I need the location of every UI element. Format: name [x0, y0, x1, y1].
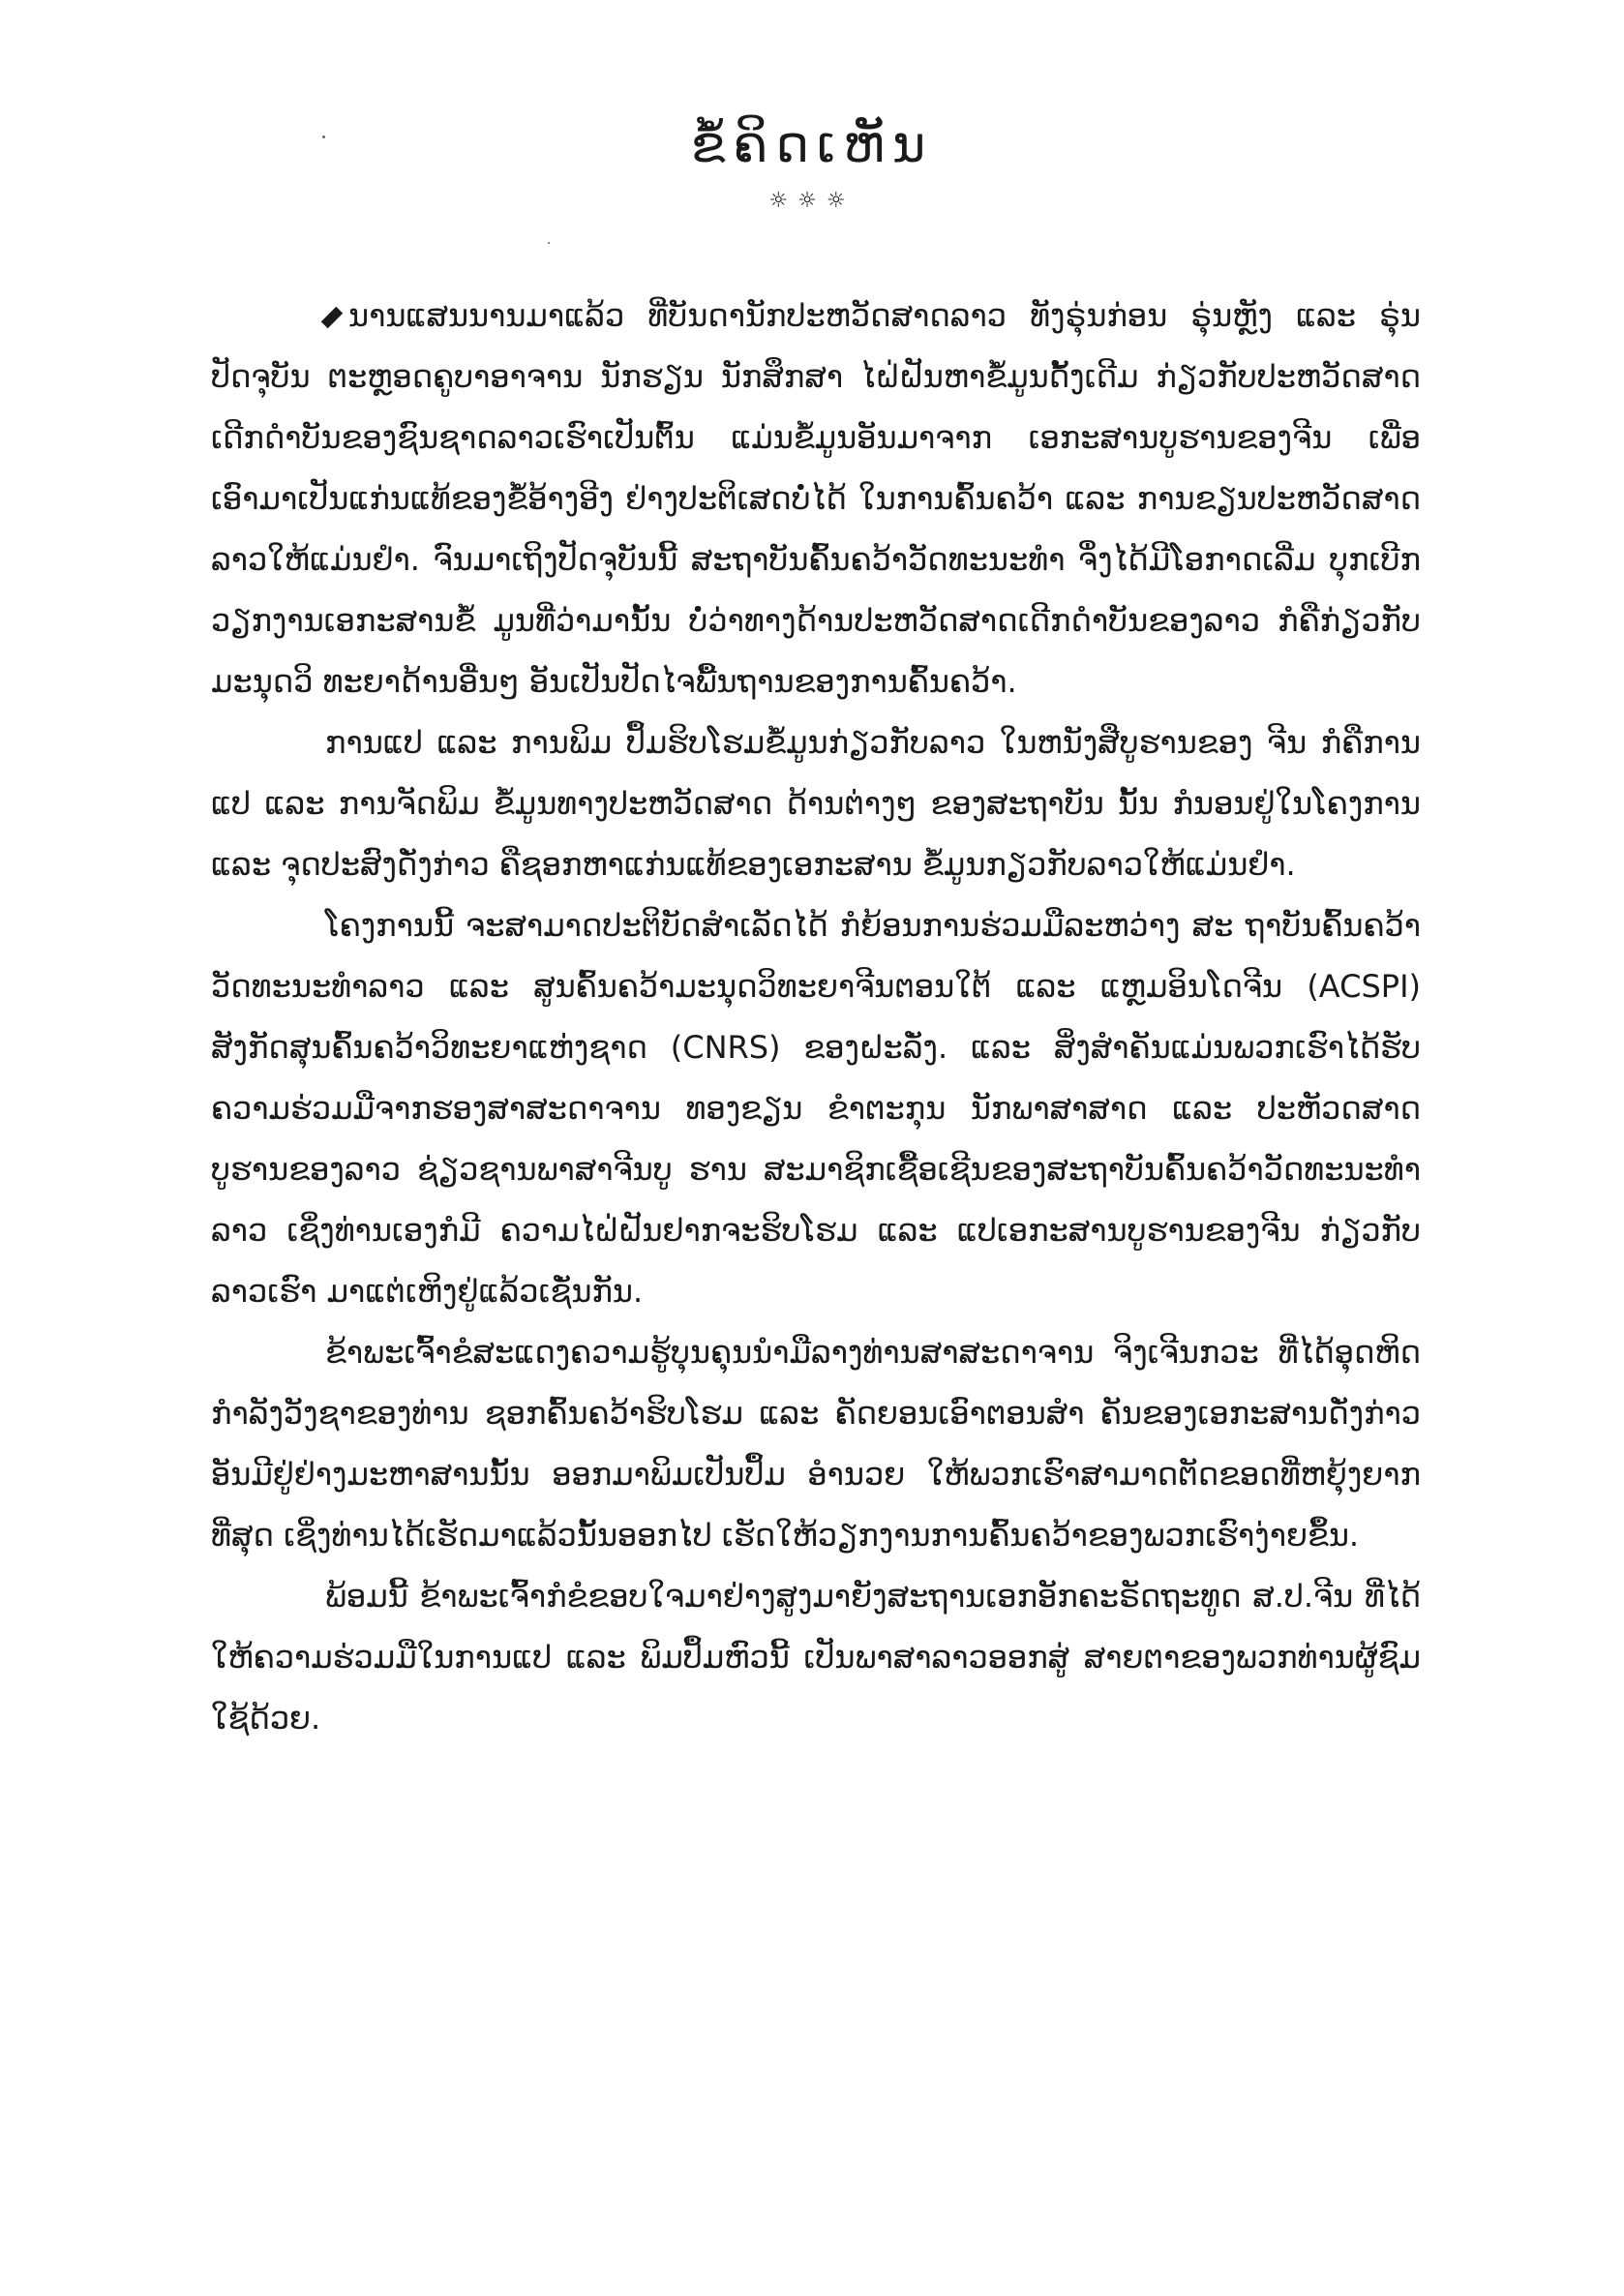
page-title: ຂໍ້ຄິດເຫັນ [690, 116, 934, 174]
scan-speck [548, 242, 550, 244]
bullet-icon [321, 307, 343, 328]
title-ornament: ☼☼☼ [768, 189, 856, 213]
paragraph-1: ນານແສນນານມາແລ້ວ ທີ່ບັນດານັກປະຫວັດສາດລາວ ທັງຣຸ່ນກ່ອນ ຣຸ່ນຫຼັງ ແລະ ຣຸ່ນປັດຈຸບັນ ຕະຫຼອດຄູບາອາຈານ ນັກຮຽນ ນັກສຶກສາ ໄຝ່ຝັນຫາຂໍ້ມູນດັ້ງເດີມ ກ່ຽວກັບປະຫວັດສາດເດີກດຳບັນຂອງຊົນຊາດລາວເຮົາເປັນຕົ້ນ ແມ່ນຂໍ້ມູນອັນມາຈາກ ເອກະສານບູຮານຂອງຈີນ ເພື່ອເອົາມາເປັນແກ່ນແທ້ຂອງຂໍ້ອ້າງອີງ ຢ່າງປະຕິເສດບໍ່ໄດ້ ໃນການຄົ້ນຄວ້າ ແລະ ການຂຽນປະຫວັດສາດລາວໃຫ້ແມ່ນຢຳ. ຈົນມາເຖິງປັດຈຸບັນນີ້ ສະຖາບັນຄົ້ນຄວ້າວັດທະນະທຳ ຈຶ່ງໄດ້ມີໂອກາດເລີ່ມ ບຸກເບີກວຽກງານເອກະສານຂໍ້ ມູນທີ່ວ່າມານັ້ນ ບໍ່ວ່າທາງດ້ານປະຫວັດສາດເດີກດຳບັນຂອງລາວ ກໍຄືກ່ຽວກັບ ມະນຸດວິ ທະຍາດ້ານອື່ນໆ ອັນເປັນປັດໄຈພື້ນຖານຂອງການຄົ້ນຄວ້າ. [211, 297, 1421, 700]
scan-speck [322, 136, 325, 138]
paragraph-2: ການແປ ແລະ ການພິມ ປຶ້ມຮິບໂຮມຂໍ້ມູນກ່ຽວກັບລາວ ໃນຫນັງສືບູຮານຂອງ ຈີນ ກໍຄືການແປ ແລະ ການຈັດພິມ ຂໍ້ມູນທາງປະຫວັດສາດ ດ້ານຕ່າງໆ ຂອງສະຖາບັນ ນັ້ນ ກໍນອນຢູ່ໃນໂຄງການ ແລະ ຈຸດປະສົງດັ່ງກ່າວ ຄືຊອກຫາແກ່ນແທ້ຂອງເອກະສານ ຂໍ້ມູນກຽວກັບລາວໃຫ້ແມ່ນຢຳ. [211, 724, 1421, 883]
paragraph-5: ພ້ອມນີ້ ຂ້າພະເຈົ້າກໍຂໍຂອບໃຈມາຢ່າງສູງມາຍັງສະຖານເອກອັກຄະຣັດຖະທູດ ສ.ປ.ຈີນ ທີ່ໄດ້ໃຫ້ຄວາມຮ່ວມມືໃນການແປ ແລະ ພິມປຶ້ມຫົວນີ້ ເປັນພາສາລາວອອກສູ່ ສາຍຕາຂອງພວກທ່ານຜູ້ຊົມໃຊ້ດ້ວຍ. [211, 1578, 1421, 1737]
paragraph-4: ຂ້າພະເຈົ້າຂໍສະແດງຄວາມຮູ້ບຸນຄຸນນຳມືລາງທ່ານສາສະດາຈານ ຈິງເຈີນກວະ ທີ່ໄດ້ອຸດຫິດກຳລັງວັງຊາຂອງທ່ານ ຊອກຄົ້ນຄວ້າຮິບໂຮມ ແລະ ຄັດຍອນເອົາຕອນສຳ ຄັນຂອງເອກະສານດັ່ງກ່າວ ອັນມີຢູ່ຢ່າງມະຫາສານນັ້ນ ອອກມາພິມເປັນປຶ້ມ ອຳນວຍ ໃຫ້ພວກເຮົາສາມາດຕັດຂອດທີ່ຫຍຸ້ງຍາກທີ່ສຸດ ເຊິ່ງທ່ານໄດ້ເຮັດມາແລ້ວນັ້ນອອກໄປ ເຮັດໃຫ້ວຽກງານການຄົ້ນຄວ້າຂອງພວກເຮົາງ່າຍຂຶ້ນ. [211, 1334, 1421, 1554]
paragraph-3: ໂຄງການນີ້ ຈະສາມາດປະຕິບັດສຳເລັດໄດ້ ກໍຍ້ອນການຮ່ວມມືລະຫວ່າງ ສະ ຖາບັນຄົ້ນຄວ້າວັດທະນະທຳລາວ ແລະ ສູນຄົ້ນຄວ້າມະນຸດວິທະຍາຈີນຕອນໃຕ້ ແລະ ແຫຼມອິນໂດຈີນ (ACSPI) ສັງກັດສຸນຄົ້ນຄວ້າວິທະຍາແຫ່ງຊາດ (CNRS) ຂອງຝະລັ່ງ. ແລະ ສິ່ງສຳຄັນແມ່ນພວກເຮົາໄດ້ຮັບຄວາມຮ່ວມມືຈາກຮອງສາສະດາຈານ ທອງຂຽນ ຂຳຕະກຸນ ນັກພາສາສາດ ແລະ ປະຫັວດສາດບູຮານຂອງລາວ ຊ່ຽວຊານພາສາຈີນບູ ຮານ ສະມາຊິກເຊື້ອເຊີນຂອງສະຖາບັນຄົ້ນຄວ້າວັດທະນະທຳລາວ ເຊິ່ງທ່ານເອງກໍມີ ຄວາມໄຝ່ຝັນຢາກຈະຮິບໂຮມ ແລະ ແປເອກະສານບູຮານຂອງຈີນ ກ່ຽວກັບລາວເຮົາ ມາແຕ່ເຫິງຢູ່ແລ້ວເຊັ່ນກັນ. [211, 907, 1421, 1310]
body-text [211, 286, 1421, 1749]
